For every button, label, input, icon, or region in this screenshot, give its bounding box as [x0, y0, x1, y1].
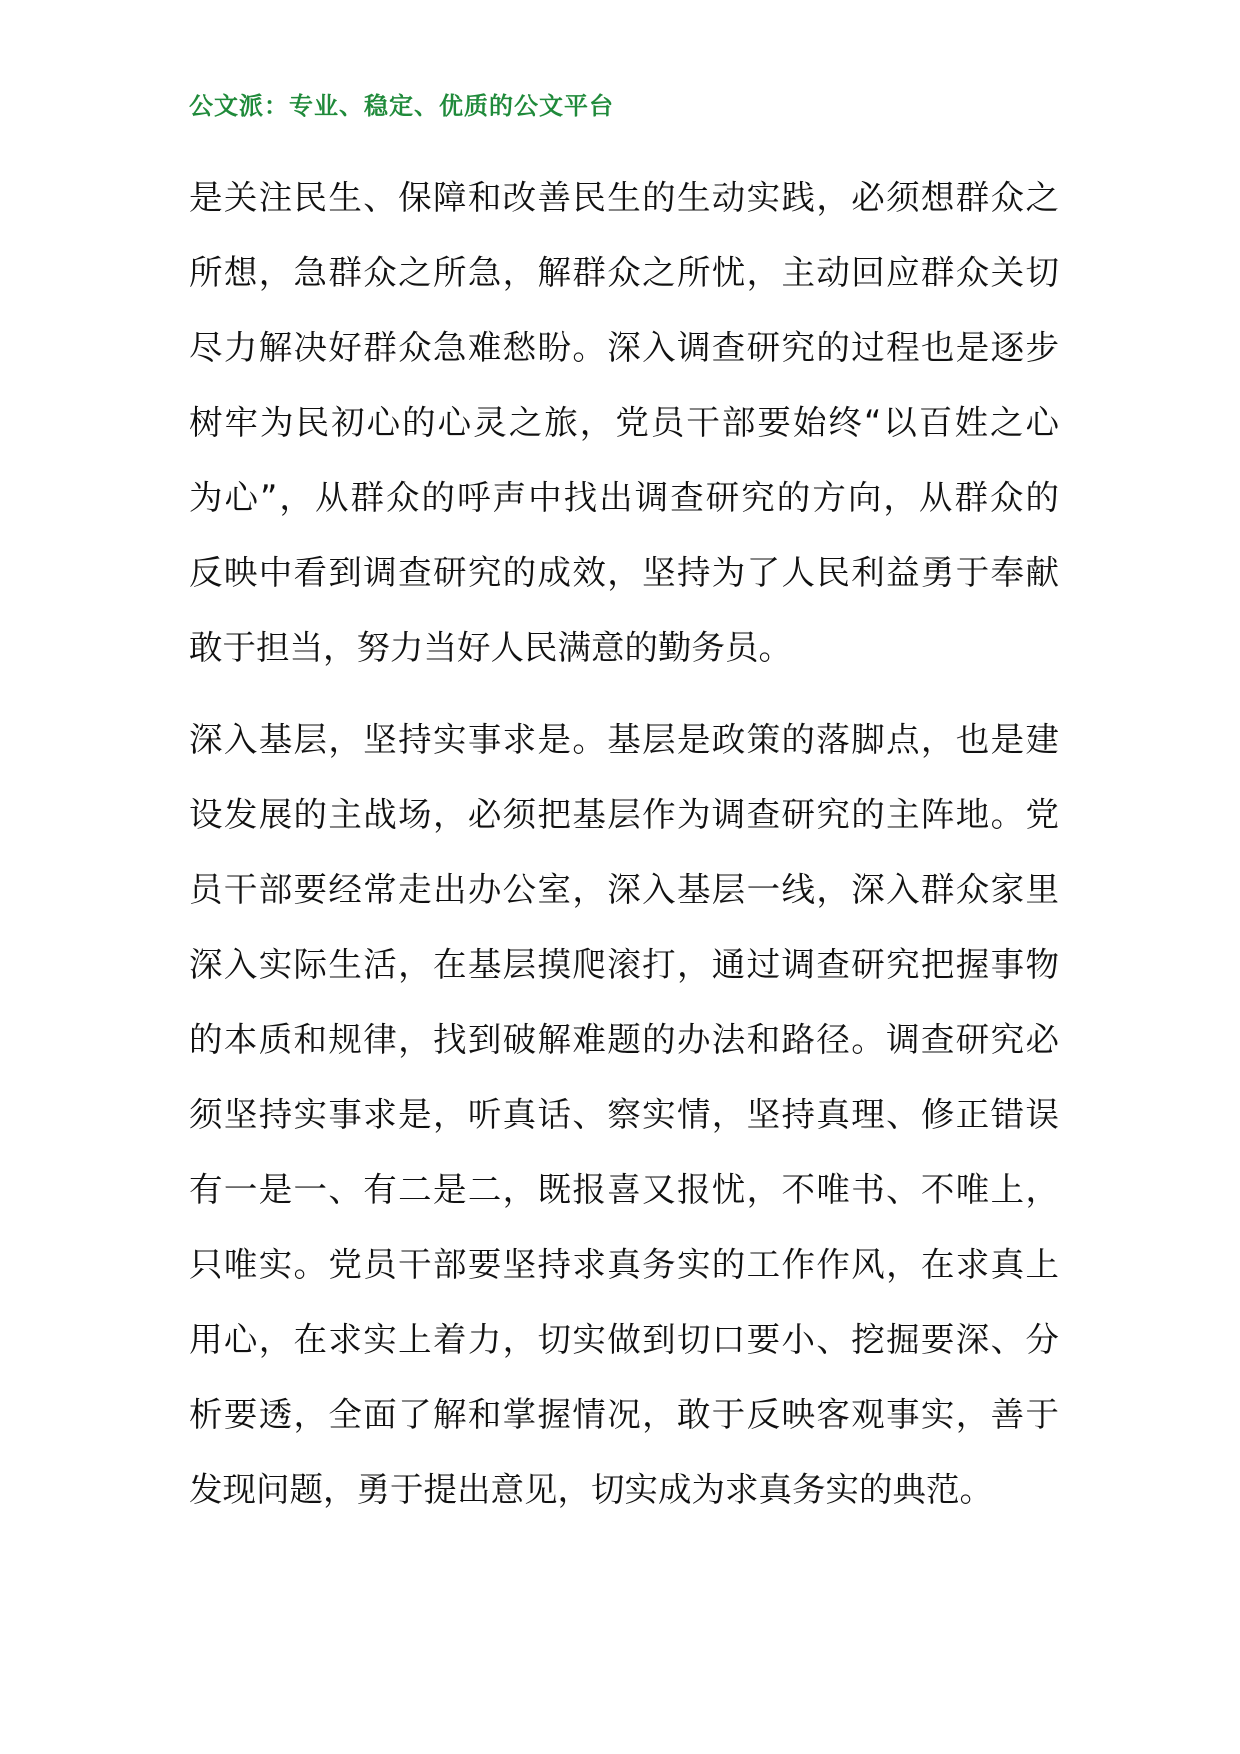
paragraph-line: 所想，急群众之所急，解群众之所忧，主动回应群众关切	[189, 253, 1059, 292]
paragraph-2	[189, 702, 1059, 1527]
paragraph-1	[189, 160, 1059, 685]
paragraph-line: 是关注民生、保障和改善民生的生动实践，必须想群众之	[189, 178, 1059, 217]
paragraph-line: 员干部要经常走出办公室，深入基层一线，深入群众家里	[189, 870, 1059, 909]
paragraph-line: 树牢为民初心的心灵之旅，党员干部要始终“以百姓之心	[189, 403, 1059, 442]
paragraph-line: 设发展的主战场，必须把基层作为调查研究的主阵地。党	[189, 795, 1059, 834]
paragraph-line: 敢于担当，努力当好人民满意的勤务员。	[189, 628, 792, 667]
paragraph-line: 深入基层，坚持实事求是。基层是政策的落脚点，也是建	[189, 720, 1059, 759]
paragraph-line: 发现问题，勇于提出意见，切实成为求真务实的典范。	[189, 1470, 993, 1509]
paragraph-line: 尽力解决好群众急难愁盼。深入调查研究的过程也是逐步	[189, 328, 1059, 367]
paragraph-line: 须坚持实事求是，听真话、察实情，坚持真理、修正错误	[189, 1095, 1059, 1134]
paragraph-line: 析要透，全面了解和掌握情况，敢于反映客观事实，善于	[189, 1395, 1059, 1434]
paragraph-line: 用心，在求实上着力，切实做到切口要小、挖掘要深、分	[189, 1320, 1059, 1359]
paragraph-line: 的本质和规律，找到破解难题的办法和路径。调查研究必	[189, 1020, 1059, 1059]
paragraph-line: 深入实际生活，在基层摸爬滚打，通过调查研究把握事物	[189, 945, 1059, 984]
paragraph-line: 有一是一、有二是二，既报喜又报忧，不唯书、不唯上，	[189, 1170, 1059, 1209]
paragraph-line: 反映中看到调查研究的成效，坚持为了人民利益勇于奉献	[189, 553, 1059, 592]
paragraph-line: 为心”，从群众的呼声中找出调查研究的方向，从群众的	[189, 478, 1059, 517]
header-banner: 公文派：专业、稳定、优质的公文平台	[189, 92, 614, 120]
paragraph-line: 只唯实。党员干部要坚持求真务实的工作作风，在求真上	[189, 1245, 1059, 1284]
